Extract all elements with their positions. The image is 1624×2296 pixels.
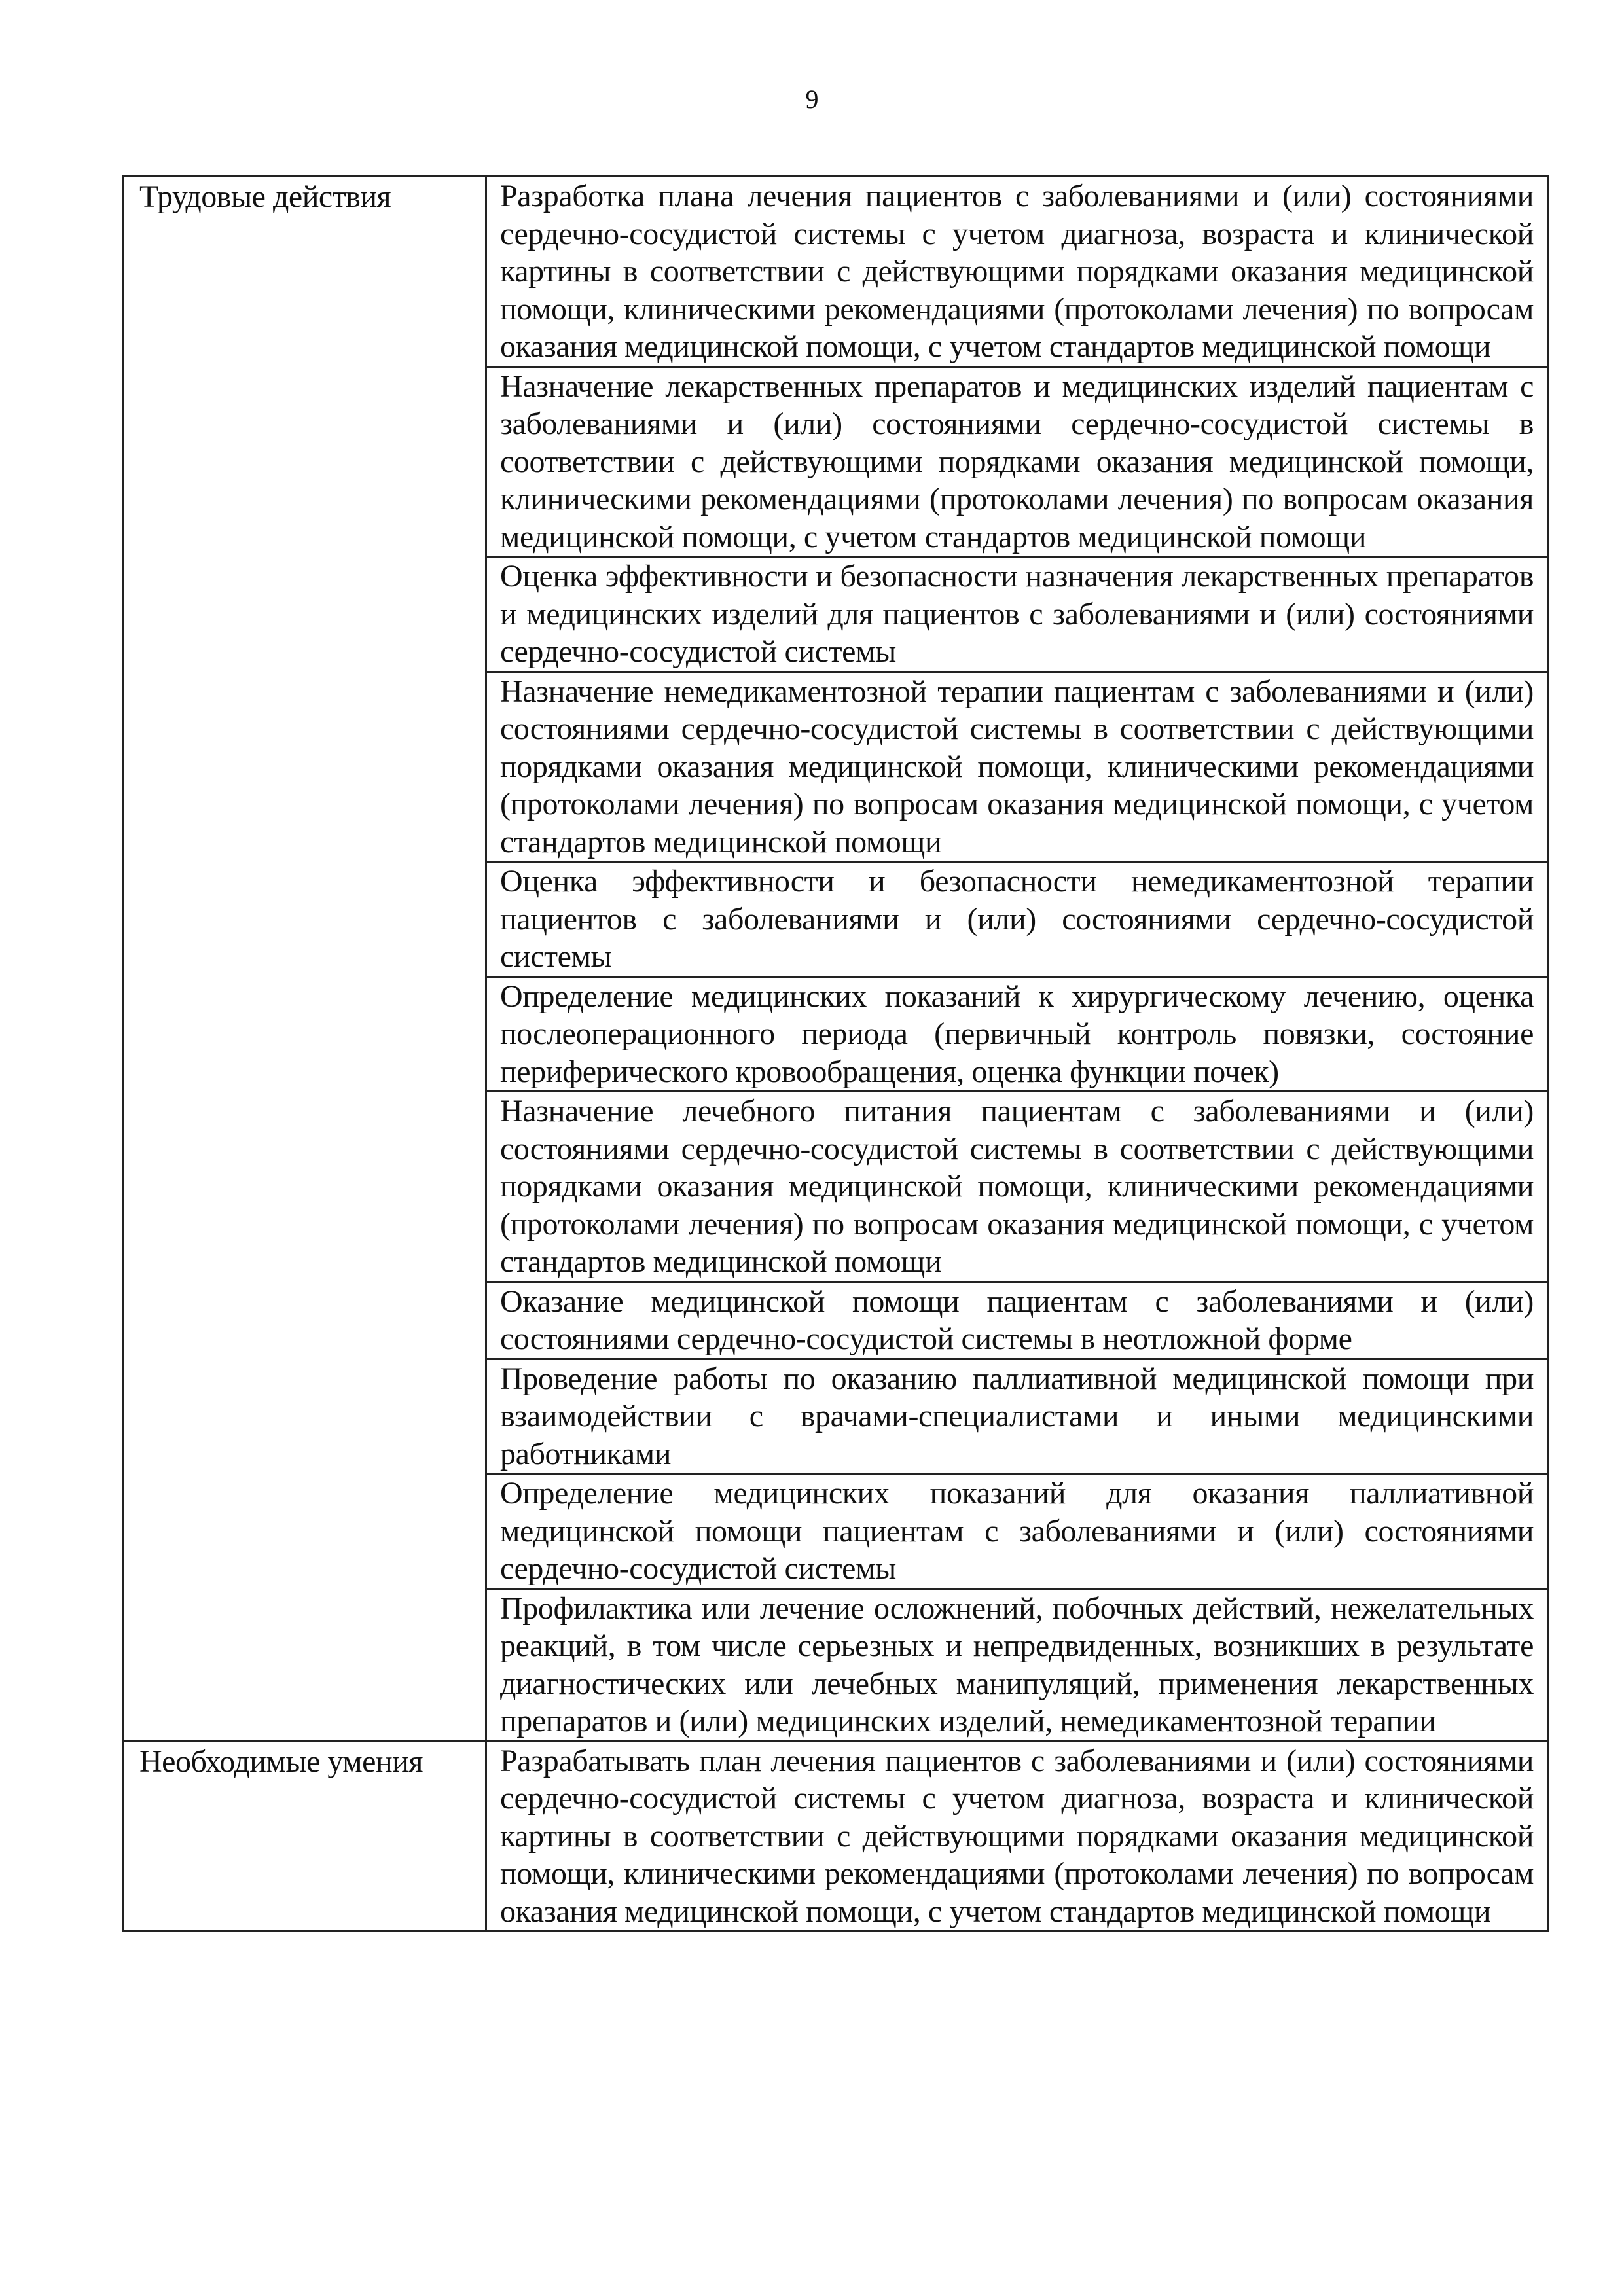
table-cell-item: Проведение работы по оказанию паллиативной медицинской помощи при взаимодействии с врачами-специалистами и иными медицинскими работниками (486, 1359, 1548, 1474)
table-cell-item: Определение медицинских показаний к хирургическому лечению, оценка послеоперационного периода (первичный контроль повязки, состояние периферического кровообращения, оценка функции почек) (486, 977, 1548, 1092)
table-cell-item: Профилактика или лечение осложнений, побочных действий, нежелательных реакций, в том числе серьезных и непредвиденных, возникших в результате диагностических или лечебных манипуляций, применения лекарственных препаратов и (или) медицинских изделий, немедикаментозной терапии (486, 1588, 1548, 1741)
table-cell-item: Оценка эффективности и безопасности немедикаментозной терапии пациентов с заболеваниями и (или) состояниями сердечно-сосудистой системы (486, 862, 1548, 977)
table-cell-item: Определение медицинских показаний для оказания паллиативной медицинской помощи пациентам с заболеваниями и (или) состояниями сердечно-сосудистой системы (486, 1474, 1548, 1589)
table-cell-item: Назначение немедикаментозной терапии пациентам с заболеваниями и (или) состояниями сердечно-сосудистой системы в соответствии с действующими порядками оказания медицинской помощи, клиническими рекомендациями (протоколами лечения) по вопросам оказания медицинской помощи, с учетом стандартов медицинской помощи (486, 672, 1548, 862)
table-cell-item: Оказание медицинской помощи пациентам с заболеваниями и (или) состояниями сердечно-сосудистой системы в неотложной форме (486, 1282, 1548, 1359)
table-row (123, 177, 1548, 367)
table-cell-item: Назначение лекарственных препаратов и медицинских изделий пациентам с заболеваниями и (или) состояниями сердечно-сосудистой системы в соответствии с действующими порядками оказания медицинской помощи, клиническими рекомендациями (протоколами лечения) по вопросам оказания медицинской помощи, с учетом стандартов медицинской помощи (486, 367, 1548, 557)
table-cell-item: Разрабатывать план лечения пациентов с заболеваниями и (или) состояниями сердечно-сосудистой системы с учетом диагноза, возраста и клинической картины в соответствии с действующими порядками оказания медицинской помощи, клиническими рекомендациями (протоколами лечения) по вопросам оказания медицинской помощи, с учетом стандартов медицинской помощи (486, 1741, 1548, 1931)
page-number: 9 (805, 84, 819, 114)
competency-table (122, 175, 1549, 1932)
table-cell-item: Разработка плана лечения пациентов с заболеваниями и (или) состояниями сердечно-сосудистой системы с учетом диагноза, возраста и клинической картины в соответствии с действующими порядками оказания медицинской помощи, клиническими рекомендациями (протоколами лечения) по вопросам оказания медицинской помощи, с учетом стандартов медицинской помощи (486, 177, 1548, 367)
section-label-required-skills: Необходимые умения (123, 1741, 486, 1931)
section-label-labor-actions: Трудовые действия (123, 177, 486, 1742)
table-row (123, 1741, 1548, 1931)
table-cell-item: Назначение лечебного питания пациентам с заболеваниями и (или) состояниями сердечно-сосудистой системы в соответствии с действующими порядками оказания медицинской помощи, клиническими рекомендациями (протоколами лечения) по вопросам оказания медицинской помощи, с учетом стандартов медицинской помощи (486, 1092, 1548, 1282)
table-cell-item: Оценка эффективности и безопасности назначения лекарственных препаратов и медицинских изделий для пациентов с заболеваниями и (или) состояниями сердечно-сосудистой системы (486, 557, 1548, 672)
